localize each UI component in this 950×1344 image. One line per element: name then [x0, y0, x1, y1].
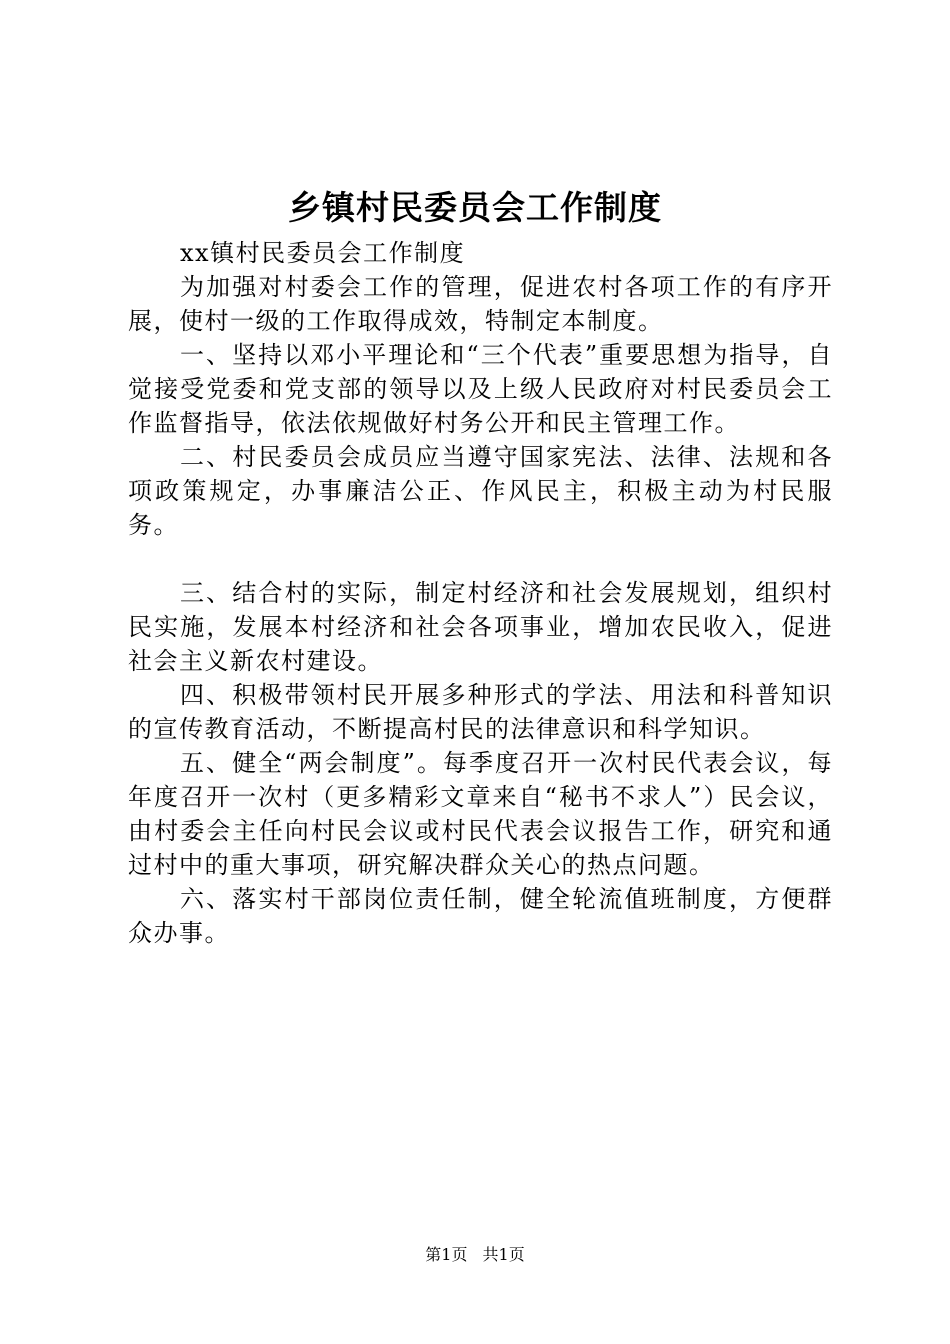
- rule-paragraph-4: 四、积极带领村民开展多种形式的学法、用法和科普知识的宣传教育活动，不断提高村民的法律意识和科学知识。: [128, 681, 833, 743]
- page-number: 第1页: [425, 1245, 468, 1264]
- rule-paragraph-2: 二、村民委员会成员应当遵守国家宪法、法律、法规和各项政策规定，办事廉洁公正、作风民主，积极主动为村民服务。: [128, 443, 833, 539]
- document-body: [128, 236, 833, 950]
- intro-paragraph: 为加强对村委会工作的管理，促进农村各项工作的有序开展，使村一级的工作取得成效，特制定本制度。: [128, 273, 833, 335]
- rule-paragraph-3: 三、结合村的实际，制定村经济和社会发展规划，组织村民实施，发展本村经济和社会各项事业，增加农民收入，促进社会主义新农村建设。: [128, 579, 833, 675]
- subtitle-paragraph: xx镇村民委员会工作制度: [180, 239, 466, 267]
- rule-paragraph-6: 六、落实村干部岗位责任制，健全轮流值班制度，方便群众办事。: [128, 885, 833, 947]
- rule-paragraph-5: 五、健全“两会制度”。每季度召开一次村民代表会议，每年度召开一次村（更多精彩文章来自“秘书不求人”）民会议，由村委会主任向村民会议或村民代表会议报告工作，研究和通过村中的重大事项，研究解决群众关心的热点问题。: [128, 749, 833, 879]
- page-footer: [0, 1244, 950, 1266]
- rule-paragraph-1: 一、坚持以邓小平理论和“三个代表”重要思想为指导，自觉接受党委和党支部的领导以及上级人民政府对村民委员会工作监督指导，依法依规做好村务公开和民主管理工作。: [128, 341, 833, 437]
- page-total: 共1页: [482, 1245, 525, 1264]
- document-title: 乡镇村民委员会工作制度: [288, 188, 662, 227]
